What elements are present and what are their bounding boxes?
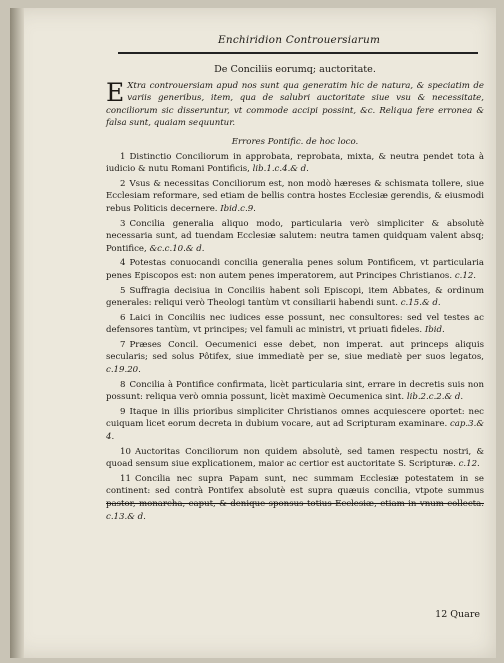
intro-text: Xtra controuersiam apud nos sunt qua generatim hic de natura, & speciatim de variis generibus, item, qua de salubri auctoritate siue vsu & necessitate, conciliorum sic disseruntur, vt commode accipi possint, &c. Reliqua fere erronea & falsa sunt, quaiam sequuntur.	[106, 80, 484, 129]
article-number: 1	[120, 151, 126, 162]
intro-paragraph	[106, 77, 484, 130]
article-text: Vsus & necessitas Conciliorum est, non modò hæreses & schismata tollere, siue Ecclesiam reformare, sed etiam de bellis contra hostes Ecclesiæ gerendis, & eiusmodi rebus Politicis decernere.	[106, 178, 484, 214]
article-text: Concilia generalia aliquo modo, particularia verò simpliciter & absolutè necessaria sunt, ad tuendam Ecclesiæ salutem: neutra tamen quidquam valent absq; Pontifice,	[106, 218, 484, 254]
chapter-title: De Conciliis eorumq; auctoritate.	[214, 64, 376, 75]
article-number: 6	[120, 312, 126, 323]
article-reference: lib.2.c.2.& d.	[406, 392, 464, 403]
article-reference: c.12.	[454, 270, 477, 281]
article-number: 9	[120, 406, 126, 417]
article-text: Auctoritas Conciliorum non quidem absolutè, sed tamen respectu nostri, & quoad sensum siue explicationem, maior ac certior est auctoritate S. Scripturæ.	[106, 446, 484, 470]
article-6	[106, 312, 484, 337]
article-number: 8	[120, 379, 126, 390]
article-reference: lib.1.c.4.& d.	[252, 164, 309, 175]
article-1	[106, 151, 484, 176]
article-number: 10	[120, 446, 131, 457]
article-reference: Ibid.	[424, 325, 445, 336]
article-10	[106, 446, 484, 471]
section-title: Errores Pontific. de hoc loco.	[231, 136, 359, 147]
struck-text: pastor, monarcha, caput, & denique sponsus totius Ecclesiæ, etiam in vnum collecta.	[106, 499, 484, 509]
drop-cap-initial: E	[106, 77, 125, 107]
article-reference: c.19.20.	[106, 365, 141, 376]
book-spine-shadow	[10, 8, 24, 658]
article-reference: &c.c.10.& d.	[149, 243, 205, 254]
article-text: Concilia à Pontifice confirmata, licèt particularia sint, errare in decretis suis non possunt: reliqua verò omnia possunt, licèt maximè Oecumenica sint.	[106, 379, 484, 403]
article-text: Præses Concil. Oecumenici esse debet, non imperat. aut princeps aliquis secularis; sed solus Pôtifex, siue immediatè per se, siue mediatè per suos legatos,	[106, 339, 484, 363]
article-text: Suffragia decisiua in Conciliis habent soli Episcopi, item Abbates, & ordinum generales: reliqui verò Theologi tantùm vt consiliarii habendi sunt.	[106, 285, 484, 309]
article-3	[106, 218, 484, 256]
article-text: Potestas conuocandi concilia generalia penes solum Pontificem, vt particularia penes Episcopos est: non autem penes imperatorem, aut Principes Christianos.	[106, 258, 484, 281]
article-number: 7	[120, 339, 126, 350]
article-reference: c.15.& d.	[400, 298, 441, 309]
article-number: 11	[120, 473, 131, 484]
article-8	[106, 379, 484, 404]
article-11	[106, 473, 484, 523]
article-text: Itaque in illis prioribus simpliciter Christianos omnes acquiescere oportet: nec cuiquam licet eorum decreta in dubium vocare, aut ad Scripturam examinare.	[106, 406, 484, 430]
page-content	[106, 58, 484, 525]
article-number: 2	[120, 178, 126, 189]
article-text: Laici in Conciliis nec iudices esse possunt, nec consultores: sed vel testes ac defensores tantùm, vt principes; vel famuli ac ministri, vt priuati fideles.	[106, 312, 484, 336]
article-reference: Ibid.c.9.	[220, 203, 256, 214]
article-reference: c.13.& d.	[106, 511, 146, 522]
article-text: Concilia nec supra Papam sunt, nec summam Ecclesiæ potestatem in se continent: sed contrà Pontifex absolutè est supra quæuis concilia, vtpote summus	[106, 473, 484, 497]
article-number: 5	[120, 285, 126, 296]
running-head: Enchiridion Controuersiarum	[218, 34, 381, 46]
article-number: 4	[120, 258, 126, 269]
articles-list	[106, 151, 484, 471]
article-reference: cap.3.& 4.	[106, 419, 485, 443]
header-rule	[118, 52, 478, 54]
article-4	[106, 257, 484, 282]
article-reference: c.12.	[458, 459, 480, 470]
catchword: 12 Quare	[435, 609, 480, 620]
article-5	[106, 285, 484, 310]
book-page	[10, 8, 496, 658]
article-7	[106, 339, 484, 377]
article-number: 3	[120, 218, 126, 229]
article-2	[106, 178, 484, 216]
article-9	[106, 406, 484, 444]
article-text: Distinctio Conciliorum in approbata, reprobata, mixta, & neutra pendet tota à iudicio & nutu Romani Pontificis,	[106, 151, 484, 175]
